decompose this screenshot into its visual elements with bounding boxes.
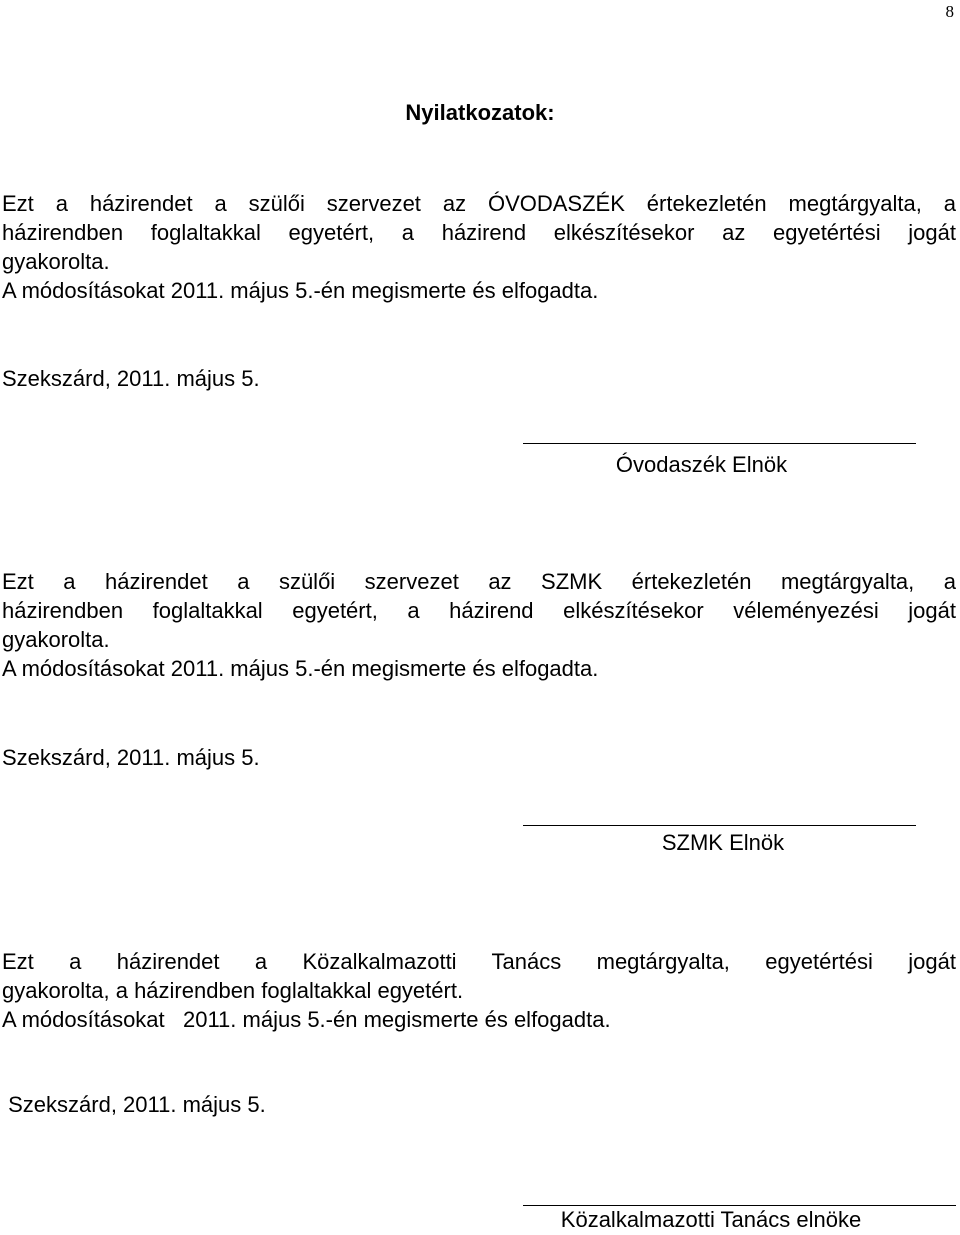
signatory-title: Óvodaszék Elnök	[615, 452, 788, 477]
paragraph-line: házirendben foglaltakkal egyetért, a házirend elkészítésekor az egyetértési jogát	[2, 220, 956, 245]
paragraph-line: házirendben foglaltakkal egyetért, a házirend elkészítésekor véleményezési jogát	[2, 598, 956, 623]
paragraph-line: Ezt a házirendet a szülői szervezet az ÓVODASZÉK értekezletén megtárgyalta, a	[2, 191, 956, 216]
page-title: Nyilatkozatok:	[405, 100, 555, 125]
paragraph-line: gyakorolta.	[2, 249, 110, 274]
declaration-kozalkalmazotti-text	[2, 947, 956, 1034]
signatory-title: SZMK Elnök	[661, 830, 785, 855]
place-date: Szekszárd, 2011. május 5.	[2, 366, 260, 391]
paragraph-line: Ezt a házirendet a Közalkalmazotti Tanács megtárgyalta, egyetértési jogát	[2, 949, 956, 974]
page-number: 8	[945, 2, 954, 21]
signature-line	[523, 825, 916, 826]
paragraph-line: gyakorolta, a házirendben foglaltakkal egyetért.	[2, 978, 464, 1003]
paragraph-line: gyakorolta.	[2, 627, 110, 652]
paragraph-line: A módosításokat 2011. május 5.-én megismerte és elfogadta.	[2, 1007, 611, 1032]
signature-line	[523, 443, 916, 444]
signature-line	[523, 1205, 956, 1206]
paragraph-line: A módosításokat 2011. május 5.-én megismerte és elfogadta.	[2, 278, 599, 303]
paragraph-line: Ezt a házirendet a szülői szervezet az SZMK értekezletén megtárgyalta, a	[2, 569, 956, 594]
declaration-szmk-text	[2, 567, 956, 683]
declaration-ovodaszek-text	[2, 189, 956, 305]
place-date: Szekszárd, 2011. május 5.	[2, 1092, 266, 1117]
paragraph-line: A módosításokat 2011. május 5.-én megismerte és elfogadta.	[2, 656, 599, 681]
place-date: Szekszárd, 2011. május 5.	[2, 745, 260, 770]
signatory-title: Közalkalmazotti Tanács elnöke	[560, 1207, 862, 1232]
